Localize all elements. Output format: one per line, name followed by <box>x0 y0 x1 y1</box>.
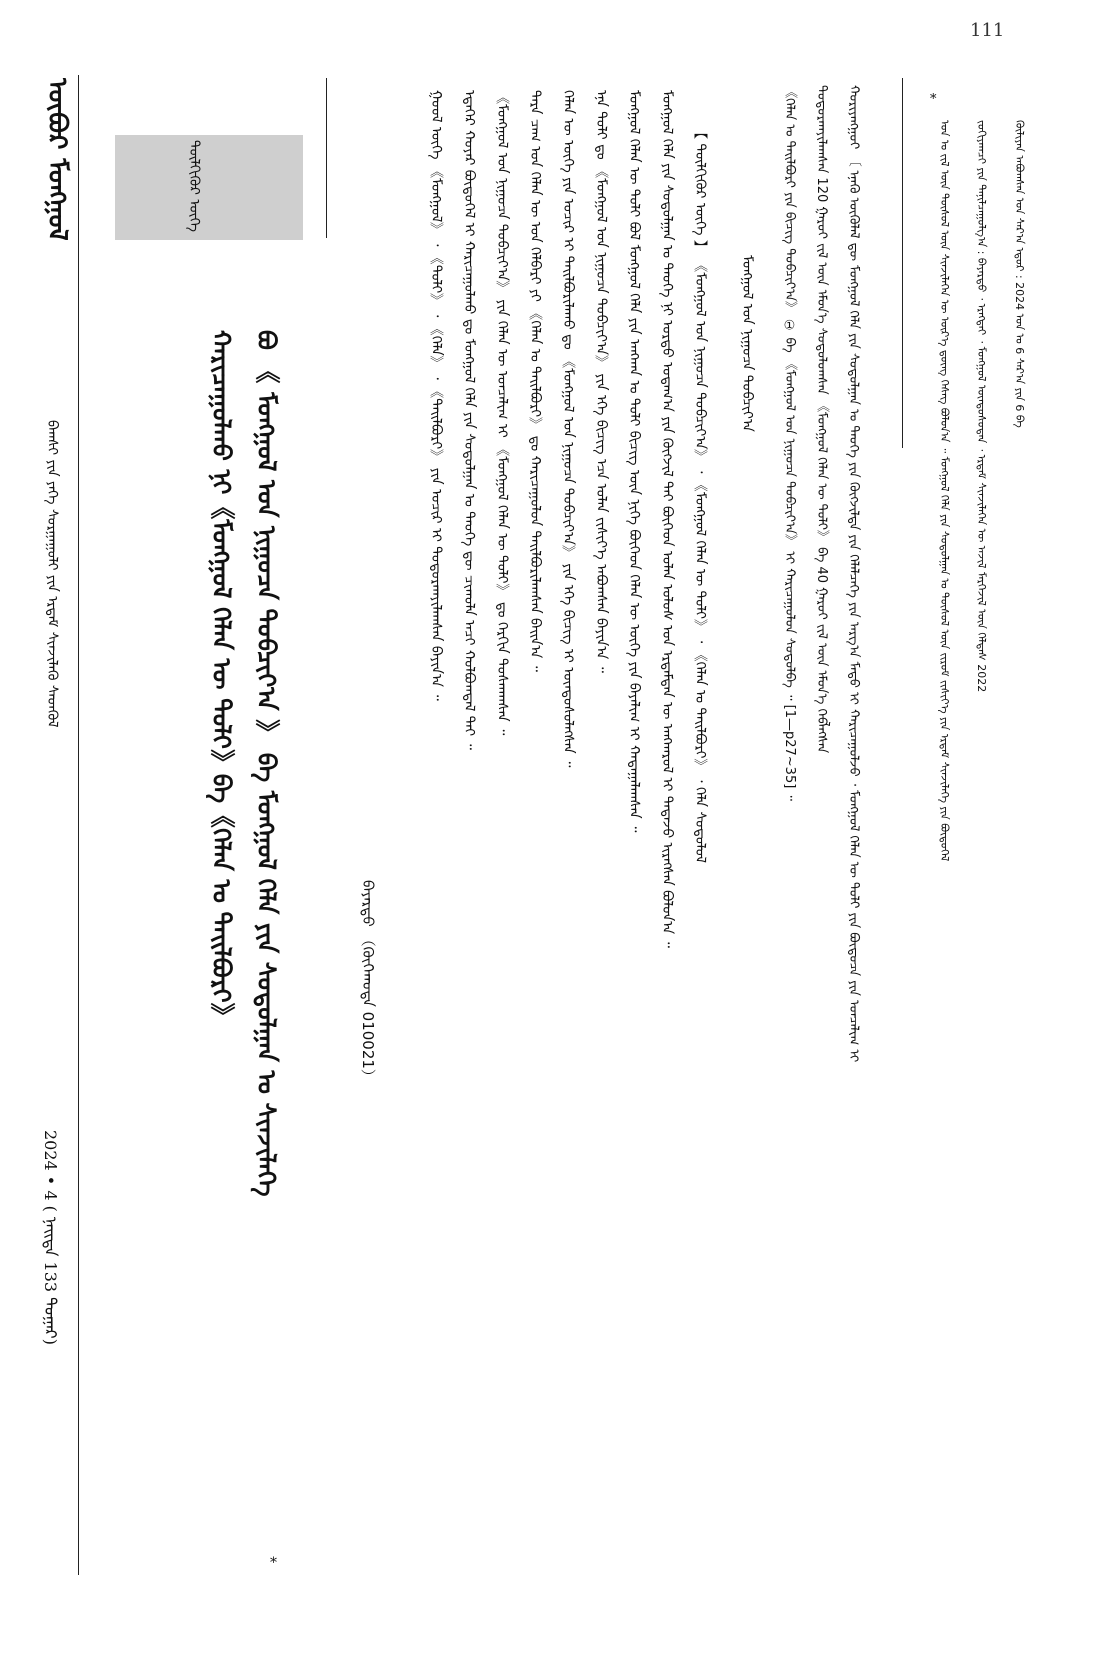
body-line-9: ᠡᠳᠡᠭᠡᠷ ᠬᠣᠶᠠᠷ ᠪᠦᠲᠦᠭᠡᠯ ᠢ ᠬᠠᠷᠢᠴᠠᠭᠤᠯᠬᠤ ᠳᠤ ᠮᠣᠩᠭᠣᠯ ᠬᠡᠯᠡ ᠶᠢᠨ ᠰᠤᠳᠤᠯᠭᠠᠨ ᠤ ᠲᠡᠦᠬᠡ ᠳᠦ ᠴᠢᠬᠤᠯᠠ ᠠᠴᠢ ᠬᠣᠯᠪᠣᠭᠳᠠᠯ ᠲᠠᠢ ᠃ <box>461 90 477 750</box>
left-divider <box>78 75 79 1575</box>
abstract-line-3: 《ᠬᠡᠯᠡᠨ ᠤ ᠲᠠᠢᠯᠪᠤᠷᠢ ᠶᠢᠨ ᠪᠢᠴᠢᠭ ᠲᠣᠪᠴᠢᠶ᠎ᠠ》 ① ᠪᠠ 《ᠮᠣᠩᠭᠣᠯ ᠤᠨ ᠨᠢᠭᠤᠴᠠ ᠲᠣᠪᠴᠢᠶ᠎ᠠ》 ᠢ ᠬᠠᠷᠢᠴᠠᠭᠤᠯᠤᠨ ᠰᠤᠳᠤᠯᠪᠠ ᠃ [1—p27~35] ᠃ <box>782 85 797 801</box>
page-number: 111 <box>970 20 1005 41</box>
body-line-1: ᠮᠣᠩᠭᠣᠯ ᠤᠨ ᠨᠢᠭᠤᠴᠠ ᠲᠣᠪᠴᠢᠶ᠎ᠠ <box>739 255 755 432</box>
footnote-mark: * <box>930 92 937 107</box>
footnote-line-1: ᠬᠦᠯᠢᠶᠡᠨ ᠠᠪᠤᠭᠰᠠᠨ ᠣᠨ ᠰᠠᠷ᠎ᠠ ᠡᠳᠦᠷ : 2024 ᠣᠨ ᠤ 6 ᠰᠠᠷ᠎ᠠ ᠶᠢᠨ 6 ᠪᠠ <box>1013 120 1026 428</box>
title-line-1: ᠪᠣ 《 ᠮᠣᠩᠭᠣᠯ ᠤᠨ ᠨᠢᠭᠤᠴᠠ ᠲᠣᠪᠴᠢᠶ᠎ᠠ 》 ᠪᠠ ᠮᠣᠩᠭᠣᠯ ᠬᠡᠯᠡ ᠶᠢᠨ ᠰᠤᠳᠤᠯᠭᠠᠨ ᠤ ᠰᠢᠨᠵᠢᠯᠡᠭᠡ <box>252 330 281 1197</box>
body-line-8: 《ᠮᠣᠩᠭᠣᠯ ᠤᠨ ᠨᠢᠭᠤᠴᠠ ᠲᠣᠪᠴᠢᠶ᠎ᠠ》 ᠶᠢᠨ ᠬᠡᠯᠡᠨ ᠦ ᠣᠨᠴᠠᠯᠢᠭ ᠢ 《ᠮᠣᠩᠭᠣᠯ ᠬᠡᠯᠡᠨ ᠦ ᠲᠣᠯᠢ》 ᠳᠤ ᠬᠡᠷᠬᠢᠨ ᠲᠤᠰᠬᠠᠭᠰᠠᠨ ᠃ <box>494 90 510 736</box>
body-line-10: ᠭᠣᠣᠯ ᠦᠭᠡ 《ᠮᠣᠩᠭᠣᠯ》 ᠂ 《ᠲᠣᠯᠢ》 ᠂ 《ᠬᠡᠯᠡ》 ᠂ 《ᠲᠠᠢᠯᠪᠤᠷᠢ》 ᠶᠢᠨ ᠤᠴᠢᠷ ᠢ ᠲᠣᠳᠤᠷᠬᠠᠶᠢᠯᠠᠭᠰᠠᠨ ᠪᠠᠶᠢᠨ᠎ᠠ ᠃ <box>428 90 444 701</box>
body-line-6: ᠬᠡᠯᠡᠨ ᠦ ᠦᠭᠡ ᠶᠢᠨ ᠤᠴᠢᠷ ᠢ ᠲᠠᠢᠯᠪᠤᠷᠢᠯᠠᠬᠤ ᠳᠤ 《ᠮᠣᠩᠭᠣᠯ ᠤᠨ ᠨᠢᠭᠤᠴᠠ ᠲᠣᠪᠴᠢᠶ᠎ᠠ》 ᠶᠢᠨ ᠡᠬᠡ ᠪᠢᠴᠢᠭ ᠢ ᠦᠨᠳᠦᠰᠦᠯᠡᠭᠰᠡᠨ ᠃ <box>560 90 576 768</box>
keywords-label: ᠲᠦᠯᠬᠢᠭᠦᠷ ᠦᠭᠡ <box>186 140 202 233</box>
body-line-2: 【 ᠲᠦᠯᠬᠢᠭᠦᠷ ᠦᠭᠡ 】 《ᠮᠣᠩᠭᠣᠯ ᠤᠨ ᠨᠢᠭᠤᠴᠠ ᠲᠣᠪᠴᠢᠶ᠎ᠠ》 ᠂ 《ᠮᠣᠩᠭᠣᠯ ᠬᠡᠯᠡᠨ ᠦ ᠲᠣᠯᠢ》 ᠂ 《ᠬᠡᠯᠡᠨ ᠤ ᠲᠠᠢᠯᠪᠤᠷᠢ》 ᠂ ᠬᠡᠯᠡ ᠰᠤᠳᠤᠯᠤᠯ <box>692 125 708 863</box>
journal-issue: 2024 • 4 ( ᠨᠡᠢᠲᠡ 133 ᠳᠤᠭᠠᠷ) <box>41 1130 60 1345</box>
author: ᠪᠠᠶᠠᠷᠲᠤ （ᠬᠥᠬᠡᠬᠣᠲᠠ 010021） <box>359 880 377 1084</box>
footnote-rule <box>902 78 903 448</box>
body-line-5: ᠡᠨᠡ ᠲᠣᠯᠢ ᠳᠤ 《ᠮᠣᠩᠭᠣᠯ ᠤᠨ ᠨᠢᠭᠤᠴᠠ ᠲᠣᠪᠴᠢᠶ᠎ᠠ》 ᠶᠢᠨ ᠡᠬᠡ ᠪᠢᠴᠢᠭ ᠡᠴᠡ ᠣᠯᠠᠨ ᠵᠢᠱᠢᠶ᠎ᠡ ᠠᠪᠤᠭᠰᠠᠨ ᠪᠠᠶᠢᠨ᠎ᠠ ᠃ <box>593 90 609 673</box>
title-line-2: ᠬᠠᠷᠢᠴᠠᠭᠤᠯᠬᠤ ᠨᠢ《ᠮᠣᠩᠭᠣᠯ ᠬᠡᠯᠡᠨ ᠦ ᠲᠣᠯᠢ》ᠪᠠ《ᠬᠡᠯᠡᠨ ᠤ ᠲᠠᠢᠯᠪᠤᠷᠢ》 <box>207 330 236 1028</box>
footnote-line-2: ᠵᠣᠬᠢᠶᠠᠭᠴᠢ ᠶᠢᠨ ᠲᠠᠨᠢᠯᠴᠠᠭᠤᠯᠭ᠎ᠠ : ᠪᠠᠶᠠᠷᠲᠤ ᠂ ᠡᠷᠡᠭᠲᠡᠢ ᠂ ᠮᠣᠩᠭᠣᠯ ᠦᠨᠳᠦᠰᠦᠲᠡᠨ ᠂ ᠡᠷᠳᠡᠮ ᠰᠢᠨᠵᠢᠯᠡᠭᠡᠨ ᠦ ᠠᠵᠢᠯ ᠮᠡᠷᠭᠡᠵᠢᠯ ᠦᠨ ᠬᠡᠯᠲᠡᠰ 2022 <box>975 120 988 693</box>
journal-name: ᠥᠪᠦᠷ ᠮᠣᠩᠭᠣᠯ <box>42 78 72 241</box>
keywords-box <box>115 135 303 240</box>
abstract-line-1: ᠬᠤᠷᠢᠶᠠᠩᠭᠤᠢ 〔 ᠡᠨᠡᠬᠦ ᠥᠭᠦᠯᠡᠯ ᠳᠦ ᠮᠣᠩᠭᠣᠯ ᠬᠡᠯᠡ ᠶᠢᠨ ᠰᠤᠳᠤᠯᠭᠠᠨ ᠤ ᠲᠡᠦᠬᠡ ᠶᠢᠨ ᠬᠥᠭᠵᠢᠯᠲᠡ ᠶᠢᠨ ᠬᠡᠯᠡᠯᠴᠡᠭᠡ ᠶᠢᠨ ᠠᠷᠭ᠎ᠠ ᠮᠡᠲᠦ ᠢ ᠬᠠᠷᠢᠴᠠᠭᠤᠯᠵᠤ ᠂ ᠮᠣᠩᠭᠣᠯ ᠬᠡᠯᠡᠨ ᠦ ᠲᠣᠯᠢ ᠶᠢᠨ ᠪᠦᠲᠦᠴᠡ ᠶᠢᠨ ᠣᠨᠴᠠᠯᠢᠭ ᠢ <box>846 85 861 1063</box>
keywords-rule <box>326 78 327 238</box>
title-footnote-mark: * <box>270 1555 277 1571</box>
abstract-line-2: ᠲᠣᠳᠤᠷᠬᠠᠶᠢᠯᠠᠭᠰᠠᠨ 120 ᠭᠠᠷᠤᠢ ᠵᠢᠯ ᠦᠨ ᠡᠮᠦᠨ᠎ᠡ ᠰᠤᠳᠤᠯᠤᠭᠰᠠᠨ 《ᠮᠣᠩᠭᠣᠯ ᠬᠡᠯᠡᠨ ᠦ ᠲᠣᠯᠢ》 ᠪᠠ 40 ᠭᠠᠷᠤᠢ ᠵᠢᠯ ᠦᠨ ᠡᠮᠦᠨ᠎ᠡ ᠬᠡᠪᠯᠡᠭᠰᠡᠨ <box>814 85 829 754</box>
journal-subtitle: ᠪᠠᠭᠰᠢ ᠶᠢᠨ ᠶᠡᠬᠡ ᠰᠤᠷᠭᠠᠭᠤᠯᠢ ᠶᠢᠨ ᠡᠷᠳᠡᠮ ᠰᠢᠨᠵᠢᠯᠡᠬᠦ ᠰᠡᠳᠬᠦᠯ <box>44 420 60 728</box>
body-line-4: ᠮᠣᠩᠭᠣᠯ ᠬᠡᠯᠡᠨ ᠦ ᠲᠣᠯᠢ ᠪᠣᠯ ᠮᠣᠩᠭᠣᠯ ᠬᠡᠯᠡ ᠶᠢᠨ ᠠᠩᠬᠠᠨ ᠤ ᠲᠣᠯᠢ ᠪᠢᠴᠢᠭ ᠦᠨ ᠨᠢᠭᠡ ᠪᠥᠭᠡᠳ ᠬᠡᠯᠡᠨ ᠦ ᠦᠭᠡ ᠶᠢᠨ ᠪᠠᠶᠠᠯᠢᠭ ᠢ ᠬᠠᠳᠠᠭᠠᠯᠠᠭᠰᠠᠨ ᠃ <box>626 90 642 833</box>
body-line-3: ᠮᠣᠩᠭᠣᠯ ᠬᠡᠯᠡ ᠶᠢᠨ ᠰᠤᠳᠤᠯᠭᠠᠨ ᠤ ᠲᠡᠦᠬᠡ ᠨᠢ ᠤᠷᠲᠤ ᠤᠳᠠᠭ᠎ᠠ ᠶᠢᠨ ᠬᠥᠭᠵᠢᠯ ᠲᠡᠢ ᠪᠥᠭᠡᠳ ᠣᠯᠠᠨ ᠤᠯᠤᠰ ᠤᠨ ᠡᠷᠳᠡᠮᠲᠡᠨ ᠦ ᠠᠩᠬᠠᠷᠤᠯ ᠢ ᠲᠠᠲᠠᠵᠤ ᠢᠷᠡᠭᠰᠡᠨ ᠪᠣᠯᠤᠨ᠎ᠠ ᠃ <box>659 90 675 948</box>
body-line-7: ᠲᠡᠷᠡ ᠴᠠᠭ ᠤᠨ ᠬᠡᠯᠡᠨ ᠦ ᠤᠨ ᠬᠡᠯᠪᠡᠷᠢ ᠶᠢ 《ᠬᠡᠯᠡᠨ ᠤ ᠲᠠᠢᠯᠪᠤᠷᠢ》 ᠳᠤ ᠬᠠᠷᠢᠴᠠᠭᠤᠯᠤᠨ ᠲᠠᠢᠯᠪᠤᠷᠢᠯᠠᠭᠰᠠᠨ ᠪᠠᠢᠨ᠎ᠠ ᠃ <box>527 90 543 672</box>
footnote-line-3: ᠣᠨ ᠤ ᠵᠢᠯ ᠦᠨ ᠲᠥᠰᠥᠯ ᠦᠨ ᠰᠢᠨᠵᠢᠯᠡᠭᠡᠨ ᠦ ᠦᠷ᠎ᠡ ᠳ᠋ᠦᠩ ᠬᠡᠰᠡᠭ ᠪᠣᠯᠤᠨ᠎ᠠ ᠃ ᠮᠣᠩᠭᠣᠯ ᠬᠡᠯᠡ ᠶᠢᠨ ᠰᠤᠳᠤᠯᠭᠠᠨ ᠤ ᠲᠥᠰᠥᠯ ᠦᠨ ᠵᠢᠷᠤᠮ ᠵᠢᠱᠢᠶ᠎ᠡ ᠶᠢᠨ ᠡᠷᠳᠡᠮ ᠰᠢᠨᠵᠢᠯᠡᠭᠡ ᠶᠢᠨ ᠪᠦᠲᠦᠭᠡᠯ <box>938 120 951 862</box>
